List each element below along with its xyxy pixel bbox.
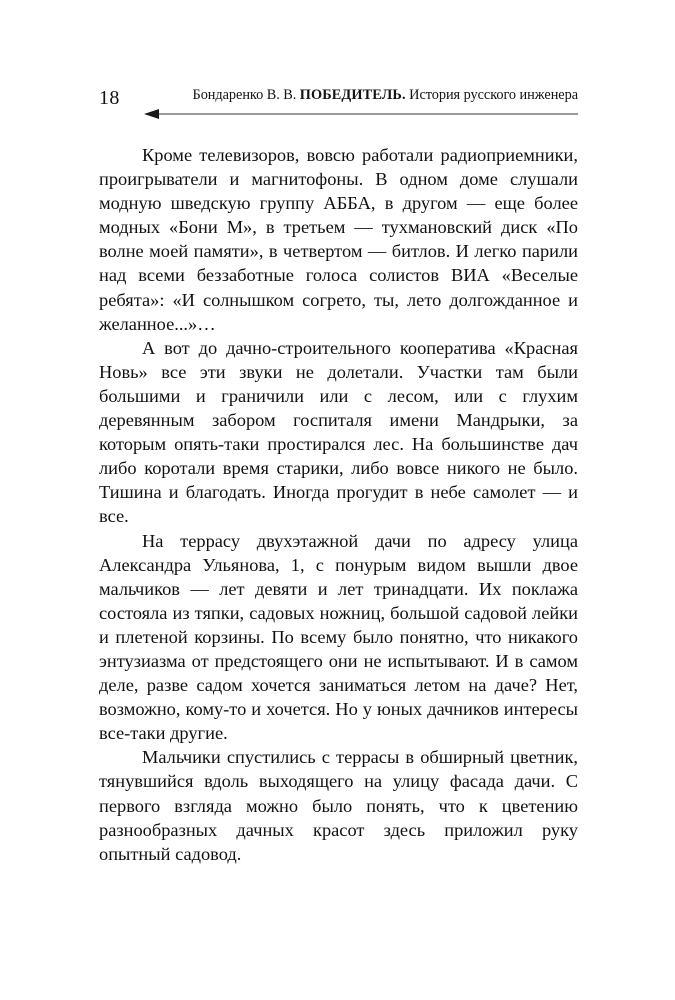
paragraph: А вот до дачно-строительного кооператива «Красная Новь» все эти звуки не долетали. Участки там были большими и граничили или с лесом, или с глухим деревянным забором госпиталя имени Мандрыки, за которым опять-таки простирался лес. На большинстве дач либо коротали время старики, либо вовсе никого не было. Тишина и благодать. Иногда прогудит в небе самолет — и все. bbox=[99, 337, 578, 527]
body-text bbox=[99, 143, 578, 866]
running-head-rule-group bbox=[144, 109, 578, 119]
page-number: 18 bbox=[99, 87, 120, 109]
paragraph: Кроме телевизоров, вовсю работали радиоприемники, проигрыватели и магнитофоны. В одном доме слушали модную шведскую группу АББА, в другом — еще более модных «Бони М», в третьем — тухмановский диск «По волне моей памяти», в четвертом — битлов. И легко парили над всеми беззаботные голоса солистов ВИА «Веселые ребята»: «И солнышком согрето, ты, лето долгожданное и желанное...»… bbox=[99, 145, 578, 334]
running-head-title bbox=[193, 85, 578, 105]
arrow-left-icon bbox=[144, 109, 159, 119]
running-head-author: Бондаренко В. В. bbox=[192, 87, 300, 103]
running-head-subtitle: История русского инженера bbox=[405, 87, 578, 103]
paragraph: На террасу двухэтажной дачи по адресу улица Александра Ульянова, 1, с понурым видом вышли двое мальчиков — лет девяти и лет тринадцати. Их поклажа состояла из тяпки, садовых ножниц, большой садовой лейки и плетеной корзины. По всему было понятно, что никакого энтузиазма от предстоящего они не испытывают. И в самом деле, разве садом хочется заниматься летом на даче? Нет, возможно, кому-то и хочется. Но у юных дачников интересы все-таки другие. bbox=[99, 530, 578, 744]
horizontal-rule bbox=[159, 113, 578, 115]
paragraph: Мальчики спустились с террасы в обширный цветник, тянувшийся вдоль выходящего на улицу фасада дачи. С первого взгляда можно было понять, что к цветению разнообразных дачных красот здесь приложил руку опытный садовод. bbox=[99, 747, 578, 864]
running-head-book-title: ПОБЕДИТЕЛЬ. bbox=[299, 87, 406, 103]
running-head bbox=[99, 85, 578, 119]
